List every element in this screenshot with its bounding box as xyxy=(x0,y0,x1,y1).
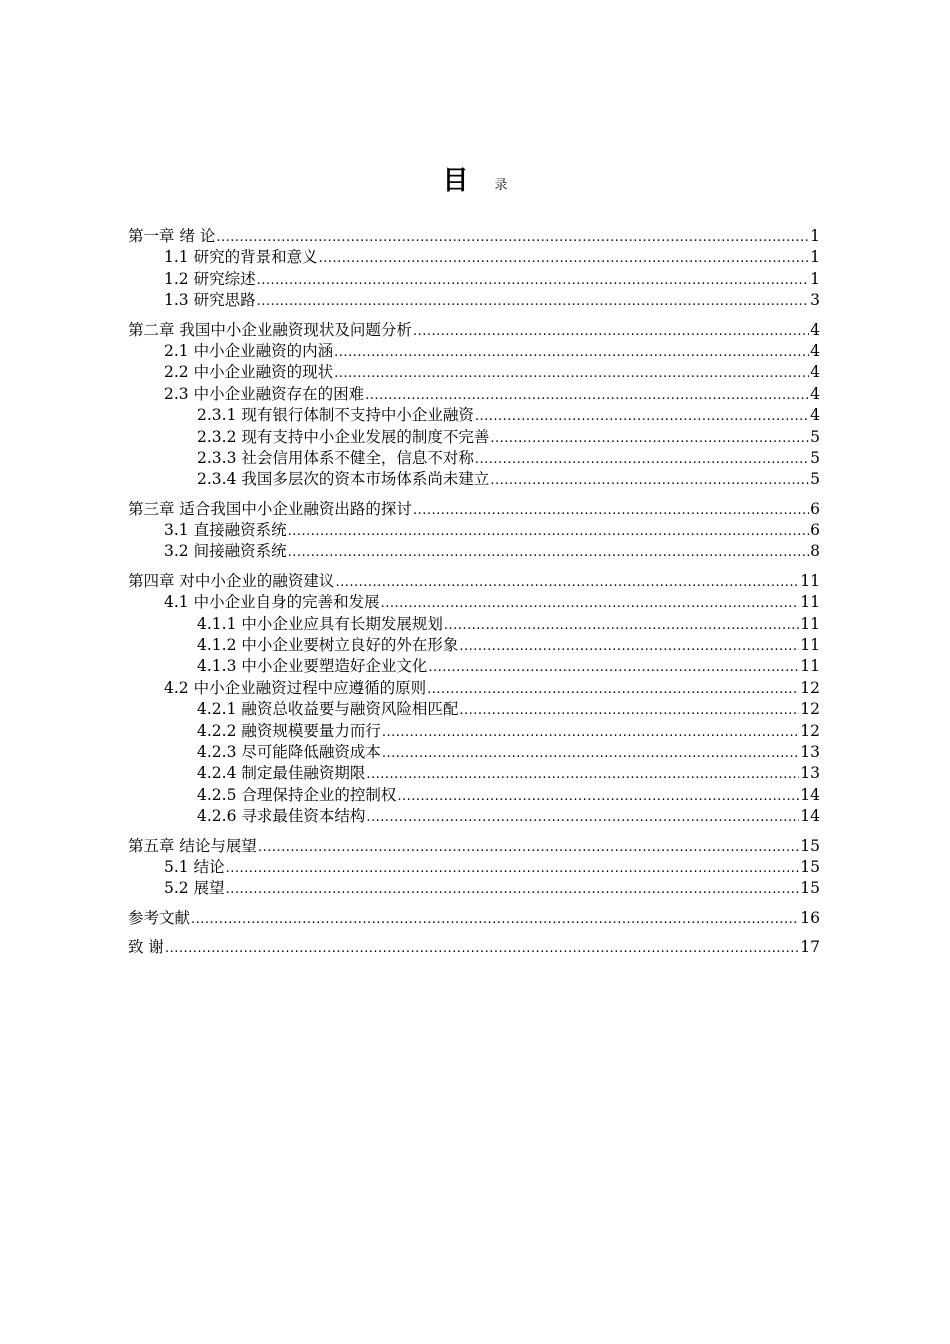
toc-entry-label: 4.2.5 合理保持企业的控制权 xyxy=(197,785,397,804)
toc-dot-leader xyxy=(490,428,809,449)
toc-entry-label: 第二章 我国中小企业融资现状及问题分析 xyxy=(128,320,412,339)
toc-entry-page-number: 4 xyxy=(810,363,820,382)
toc-title-main: 目 xyxy=(442,166,469,196)
toc-entry-label: 4.2 中小企业融资过程中应遵循的原则 xyxy=(164,678,427,697)
toc-dot-leader xyxy=(258,837,799,858)
toc-entry[interactable] xyxy=(128,405,820,426)
toc-entry-label: 4.2.2 融资规模要量力而行 xyxy=(197,721,381,740)
toc-entry[interactable] xyxy=(128,836,820,857)
table-of-contents xyxy=(128,226,820,959)
toc-entry-label: 4.2.6 寻求最佳资本结构 xyxy=(197,807,366,826)
toc-dot-leader xyxy=(366,764,799,785)
toc-dot-leader xyxy=(459,700,799,721)
toc-entry[interactable] xyxy=(128,226,820,247)
toc-entry-page-number: 12 xyxy=(800,700,820,719)
toc-entry-page-number: 15 xyxy=(800,879,820,898)
toc-dot-leader xyxy=(334,363,809,384)
toc-entry-page-number: 11 xyxy=(800,636,820,655)
toc-dot-leader xyxy=(444,615,799,636)
toc-entry-page-number: 5 xyxy=(810,470,820,489)
toc-entry-page-number: 4 xyxy=(810,406,820,425)
toc-entry-page-number: 14 xyxy=(800,807,820,826)
toc-entry-label: 4.1.1 中小企业应具有长期发展规划 xyxy=(197,614,443,633)
toc-entry-label: 第一章 绪 论 xyxy=(128,227,216,245)
toc-entry-label: 1.3 研究思路 xyxy=(164,291,256,310)
toc-entry-label: 2.3.3 社会信用体系不健全，信息不对称 xyxy=(197,448,474,467)
toc-dot-leader xyxy=(288,542,810,563)
toc-dot-leader xyxy=(226,858,800,879)
toc-entry-page-number: 11 xyxy=(800,614,820,633)
toc-entry-page-number: 17 xyxy=(800,938,820,957)
toc-entry[interactable] xyxy=(128,635,820,656)
toc-dot-leader xyxy=(335,572,799,593)
toc-dot-leader xyxy=(427,679,799,700)
toc-entry[interactable] xyxy=(128,469,820,490)
toc-dot-leader xyxy=(366,807,799,828)
toc-entry-label: 4.1.3 中小企业要塑造好企业文化 xyxy=(197,657,428,676)
toc-entry-page-number: 14 xyxy=(800,785,820,804)
toc-entry[interactable] xyxy=(128,384,820,405)
toc-entry[interactable] xyxy=(128,678,820,699)
toc-entry-page-number: 4 xyxy=(810,341,820,360)
toc-entry-page-number: 4 xyxy=(810,384,820,403)
toc-entry-page-number: 5 xyxy=(810,427,820,446)
toc-entry[interactable] xyxy=(128,592,820,613)
toc-dot-leader xyxy=(413,500,809,521)
toc-entry-label: 2.1 中小企业融资的内涵 xyxy=(164,341,334,360)
toc-entry-label: 2.2 中小企业融资的现状 xyxy=(164,363,334,382)
toc-dot-leader xyxy=(428,657,799,678)
toc-entry-label: 第三章 适合我国中小企业融资出路的探讨 xyxy=(128,499,412,518)
toc-entry[interactable] xyxy=(128,857,820,878)
toc-entry[interactable] xyxy=(128,571,820,592)
toc-dot-leader xyxy=(382,743,799,764)
toc-entry-page-number: 8 xyxy=(810,542,820,561)
toc-entry[interactable] xyxy=(128,290,820,311)
toc-dot-leader xyxy=(226,879,800,900)
toc-entry-page-number: 12 xyxy=(800,721,820,740)
toc-dot-leader xyxy=(165,938,799,959)
toc-dot-leader xyxy=(216,227,809,248)
toc-entry-page-number: 1 xyxy=(810,248,820,267)
toc-dot-leader xyxy=(319,248,810,269)
toc-dot-leader xyxy=(257,270,810,291)
toc-entry-page-number: 3 xyxy=(810,291,820,310)
toc-entry[interactable] xyxy=(128,499,820,520)
toc-entry[interactable] xyxy=(128,614,820,635)
toc-entry-label: 5.1 结论 xyxy=(164,857,225,876)
toc-title xyxy=(0,160,950,197)
toc-entry-label: 4.1 中小企业自身的完善和发展 xyxy=(164,593,380,612)
toc-entry-page-number: 15 xyxy=(800,836,820,855)
toc-dot-leader xyxy=(490,470,809,491)
toc-entry-page-number: 5 xyxy=(810,448,820,467)
toc-entry-label: 5.2 展望 xyxy=(164,879,225,898)
toc-entry[interactable] xyxy=(128,721,820,742)
toc-entry-page-number: 12 xyxy=(800,678,820,697)
toc-entry[interactable] xyxy=(128,908,820,929)
toc-entry-page-number: 4 xyxy=(810,320,820,339)
toc-entry[interactable] xyxy=(128,362,820,383)
toc-entry-label: 4.1.2 中小企业要树立良好的外在形象 xyxy=(197,636,459,655)
toc-dot-leader xyxy=(459,636,799,657)
toc-entry[interactable] xyxy=(128,806,820,827)
toc-entry[interactable] xyxy=(128,656,820,677)
toc-entry-label: 第四章 对中小企业的融资建议 xyxy=(128,571,335,590)
toc-entry-label: 3.1 直接融资系统 xyxy=(164,521,287,540)
toc-entry-label: 3.2 间接融资系统 xyxy=(164,542,287,561)
toc-entry[interactable] xyxy=(128,785,820,806)
toc-entry[interactable] xyxy=(128,247,820,268)
toc-dot-leader xyxy=(381,593,800,614)
toc-entry-page-number: 11 xyxy=(800,657,820,676)
toc-entry-page-number: 6 xyxy=(810,521,820,540)
toc-title-secondary: 录 xyxy=(494,178,508,193)
toc-entry-label: 2.3.4 我国多层次的资本市场体系尚未建立 xyxy=(197,470,490,489)
toc-entry-label: 4.2.1 融资总收益要与融资风险相匹配 xyxy=(197,700,459,719)
toc-entry-label: 致 谢 xyxy=(128,938,164,957)
toc-entry-label: 2.3 中小企业融资存在的困难 xyxy=(164,384,365,403)
toc-entry-page-number: 16 xyxy=(800,908,820,927)
toc-entry[interactable] xyxy=(128,520,820,541)
toc-entry-label: 2.3.2 现有支持中小企业发展的制度不完善 xyxy=(197,427,490,446)
toc-entry[interactable] xyxy=(128,341,820,362)
toc-dot-leader xyxy=(191,909,799,930)
toc-entry-page-number: 15 xyxy=(800,857,820,876)
toc-dot-leader xyxy=(413,321,809,342)
toc-entry-page-number: 11 xyxy=(800,593,820,612)
toc-dot-leader xyxy=(288,521,810,542)
toc-entry[interactable] xyxy=(128,427,820,448)
toc-dot-leader xyxy=(475,406,809,427)
toc-entry-page-number: 1 xyxy=(810,269,820,288)
toc-entry-page-number: 6 xyxy=(810,499,820,518)
toc-entry-label: 第五章 结论与展望 xyxy=(128,836,257,855)
toc-entry-label: 2.3.1 现有银行体制不支持中小企业融资 xyxy=(197,406,474,425)
toc-entry[interactable] xyxy=(128,937,820,958)
toc-entry[interactable] xyxy=(128,541,820,562)
toc-entry-page-number: 1 xyxy=(810,227,820,245)
toc-entry-label: 4.2.3 尽可能降低融资成本 xyxy=(197,742,381,761)
toc-dot-leader xyxy=(334,342,809,363)
toc-entry[interactable] xyxy=(128,320,820,341)
toc-entry[interactable] xyxy=(128,878,820,899)
toc-dot-leader xyxy=(397,786,799,807)
toc-dot-leader xyxy=(382,722,799,743)
toc-entry-page-number: 13 xyxy=(800,764,820,783)
toc-entry[interactable] xyxy=(128,742,820,763)
toc-entry-page-number: 11 xyxy=(800,571,820,590)
toc-dot-leader xyxy=(365,385,809,406)
toc-dot-leader xyxy=(475,449,809,470)
toc-entry-label: 1.2 研究综述 xyxy=(164,269,256,288)
toc-entry[interactable] xyxy=(128,448,820,469)
toc-entry[interactable] xyxy=(128,763,820,784)
toc-entry-label: 1.1 研究的背景和意义 xyxy=(164,248,318,267)
toc-entry[interactable] xyxy=(128,269,820,290)
toc-entry-label: 参考文献 xyxy=(128,908,191,927)
toc-entry-label: 4.2.4 制定最佳融资期限 xyxy=(197,764,366,783)
toc-entry[interactable] xyxy=(128,699,820,720)
toc-entry-page-number: 13 xyxy=(800,742,820,761)
toc-dot-leader xyxy=(257,291,810,312)
